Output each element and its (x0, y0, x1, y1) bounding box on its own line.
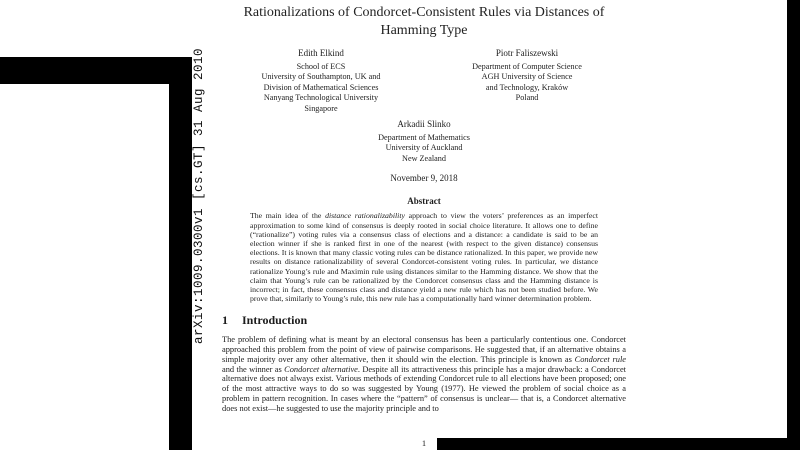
affiliation-line: Poland (515, 93, 539, 103)
author-block-slinko (303, 119, 545, 164)
affiliation-line: New Zealand (402, 153, 446, 163)
author-block-elkind (222, 48, 420, 114)
section-heading-introduction (222, 313, 626, 328)
affiliation-line: Department of Mathematics (378, 132, 470, 142)
affiliation-line: AGH University of Science (481, 72, 573, 82)
abstract-text (250, 211, 598, 303)
paper-title-line2: Hamming Type (380, 23, 468, 39)
author-block-faliszewski (428, 48, 626, 114)
paper-title (222, 4, 626, 40)
author-name: Piotr Faliszewski (495, 48, 559, 59)
affiliation-line: and Technology, Kraków (485, 82, 569, 92)
affiliation-line: Nanyang Technological University (263, 93, 379, 103)
authors-row (222, 48, 626, 114)
intro-segment: and the winner as (222, 364, 285, 374)
author-name: Arkadii Slinko (397, 119, 451, 130)
intro-italic-phrase: Condorcet alternative (284, 364, 358, 374)
paper-date: November 9, 2018 (390, 173, 458, 184)
scan-artifact-right-bar (787, 0, 800, 450)
affiliation-line: University of Auckland (385, 143, 463, 153)
scan-artifact-top-left-bar (0, 57, 190, 84)
abstract-segment: approach to view the voters’ preferences as an imperfect approximation to some kind of consensus is deeply rooted in social choice literature. It allows one to define (“rationalize”) voting rules via a consensus class of elections and a distance: a candidate is said to be an election winner if she is ranked first in one of the nearest (with respect to the given distance) consensus elections. It is known that many classic voting rules can be distance rationalized. In this paper, we provide new results on distance rationalizability of several Condorcet-consistent voting rules. In particular, we distance rationalize Young’s rule and Maximin rule using distances similar to the Hamming distance. We show that the claim that Young’s rule can be rationalized by the Condorcet consensus class and the Hamming distance is incorrect; in fact, these consensus class and distance yield a new rule which has not been studied before. We prove that, similarly to Young’s rule, this new rule has a computationally hard winner determination problem. (250, 211, 598, 304)
intro-italic-phrase: Condorcet rule (574, 354, 626, 364)
introduction-paragraph (222, 335, 626, 413)
abstract-heading: Abstract (407, 196, 441, 207)
paper-content (222, 0, 626, 422)
scan-artifact-left-bar (169, 57, 192, 450)
section-number: 1 (222, 313, 228, 328)
paper-title-line1: Rationalizations of Condorcet-Consistent Rules via Distances of (243, 5, 605, 20)
affiliation-line: University of Southampton, UK and (261, 72, 381, 82)
section-title: Introduction (242, 313, 308, 328)
intro-segment: The problem of defining what is meant by an electoral consensus has been a particularly contentious one. Condorcet approached this problem from the point of view of pairwise comparisons. He suggested that, if an alternative obtains a simple majority over any other alternative, then it should win the election. This principle is known as (222, 335, 626, 364)
affiliation-line: Department of Computer Science (472, 61, 582, 71)
affiliation-line: Division of Mathematical Sciences (263, 82, 379, 92)
affiliation-line: School of ECS (296, 61, 346, 71)
arxiv-stamp: arXiv:1009.0300v1 [cs.GT] 31 Aug 2010 (192, 47, 206, 345)
intro-segment: . Despite all its attractiveness this principle has a major drawback: a Condorcet alternative does not always exist. Various methods of extending Condorcet rule to all elections have been proposed; one of the most attractive ways to do so was suggested by Young (1977). He viewed the problem of social choice as a problem in pattern recognition. In cases where the “pattern” of consensus is unclear— that is, a Condorcet alternative does not exist—he suggested to use the majority principle and to (222, 364, 626, 413)
page-number: 1 (421, 438, 427, 448)
affiliation-line: Singapore (304, 103, 338, 113)
abstract-italic-phrase: distance rationalizability (325, 211, 405, 221)
abstract-segment: The main idea of the (250, 211, 326, 221)
author-name: Edith Elkind (298, 48, 344, 59)
